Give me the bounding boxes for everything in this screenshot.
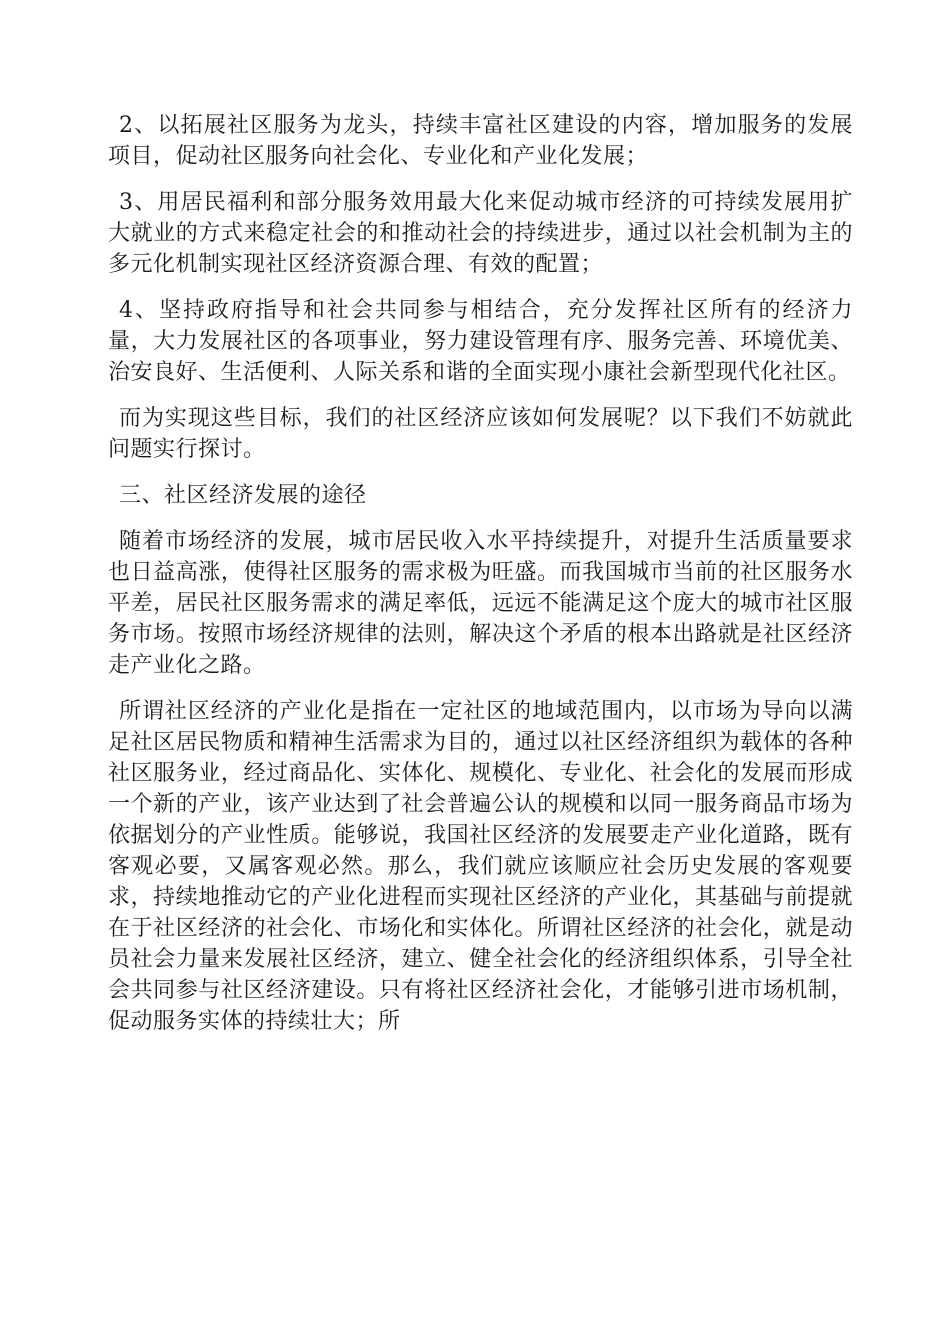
paragraph-point-2: 2、以拓展社区服务为龙头，持续丰富社区建设的内容，增加服务的发展项目，促动社区服务向社会化、专业化和产业化发展； (108, 113, 853, 169)
paragraph-market-demand: 随着市场经济的发展，城市居民收入水平持续提升，对提升生活质量要求也日益高涨，使得社区服务的需求极为旺盛。而我国城市当前的社区服务水平差，居民社区服务需求的满足率低，远远不能满足这个庞大的城市社区服务市场。按照市场经济规律的法则，解决这个矛盾的根本出路就是社区经济走产业化之路。 (108, 529, 853, 678)
paragraph-transition: 而为实现这些目标，我们的社区经济应该如何发展呢？以下我们不妨就此问题实行探讨。 (108, 406, 853, 462)
document-page (108, 110, 853, 1037)
paragraph-point-3: 3、用居民福利和部分服务效用最大化来促动城市经济的可持续发展用扩大就业的方式来稳定社会的和推动社会的持续进步，通过以社会机制为主的多元化机制实现社区经济资源合理、有效的配置； (108, 190, 853, 277)
paragraph-industrialization: 所谓社区经济的产业化是指在一定社区的地域范围内，以市场为导向以满足社区居民物质和精神生活需求为目的，通过以社区经济组织为载体的各种社区服务业，经过商品化、实体化、规模化、专业化、社会化的发展而形成一个新的产业，该产业达到了社会普遍公认的规模和以同一服务商品市场为依据划分的产业性质。能够说，我国社区经济的发展要走产业化道路，既有客观必要，又属客观必然。那么，我们就应该顺应社会历史发展的客观要求，持续地推动它的产业化进程而实现社区经济的产业化，其基础与前提就在于社区经济的社会化、市场化和实体化。所谓社区经济的社会化，就是动员社会力量来发展社区经济，建立、健全社会化的经济组织体系，引导全社会共同参与社区经济建设。只有将社区经济社会化，才能够引进市场机制，促动服务实体的持续壮大；所 (108, 699, 853, 1034)
paragraph-point-4: 4、坚持政府指导和社会共同参与相结合，充分发挥社区所有的经济力量，大力发展社区的各项事业，努力建设管理有序、服务完善、环境优美、治安良好、生活便利、人际关系和谐的全面实现小康社会新型现代化社区。 (108, 298, 853, 385)
section-heading: 三、社区经济发展的途径 (119, 483, 367, 508)
